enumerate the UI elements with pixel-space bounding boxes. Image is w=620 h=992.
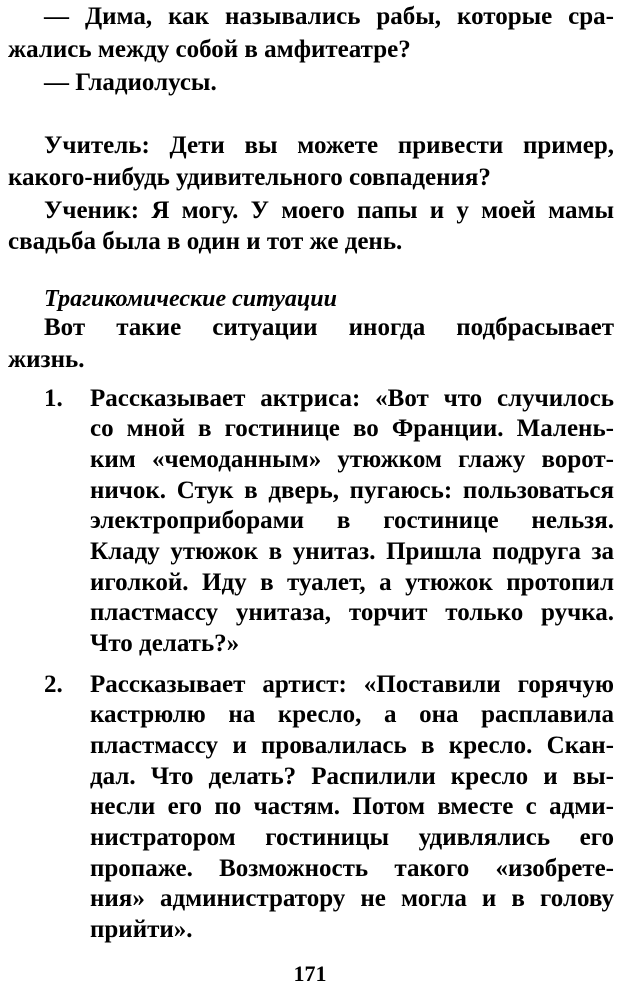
section-heading: Трагикомические ситуации — [44, 286, 337, 312]
text-line: Вот такие ситуации иногда подбрасывает — [44, 314, 614, 341]
text-line: жизнь. — [8, 346, 85, 373]
list-item-line: иголкой. Иду в туалет, а утюжок протопил — [90, 569, 614, 596]
list-item-line: пластмассу унитаза, торчит только ручка. — [90, 599, 614, 626]
text-line: — Дима, как назывались рабы, которые сра- — [44, 3, 614, 30]
list-item-line: прийти». — [90, 916, 193, 943]
text-line: Учитель: Дети вы можете привести пример, — [44, 132, 614, 159]
list-item-line: нистратором гостиницы удивлялись его — [90, 824, 614, 851]
text-line: какого-нибудь удивительного совпадения? — [8, 164, 491, 191]
text-line: — Гладиолусы. — [44, 69, 217, 96]
text-line: свадьба была в один и тот же день. — [8, 228, 403, 255]
list-item-line: электроприборами в гостинице нельзя. — [90, 507, 614, 534]
list-item-line: Рассказывает артист: «Поставили горячую — [90, 671, 614, 698]
list-item-line: дал. Что делать? Распилили кресло и вы- — [90, 763, 614, 790]
text-line: жались между собой в амфитеатре? — [8, 36, 411, 63]
list-item-number: 1. — [44, 385, 63, 412]
list-item-line: Что делать?» — [90, 630, 240, 657]
list-item-line: со мной в гостинице во Франции. Малень- — [90, 415, 614, 442]
text-line: Ученик: Я могу. У моего папы и у моей мамы — [44, 197, 614, 224]
list-item-line: пропаже. Возможность такого «изобрете- — [90, 855, 614, 882]
list-item-line: ким «чемоданным» утюжком глажу ворот- — [90, 446, 614, 473]
list-item-line: ничок. Стук в дверь, пугаюсь: пользоваться — [90, 477, 614, 504]
list-item-line: Кладу утюжок в унитаз. Пришла подруга за — [90, 538, 614, 565]
list-item-line: ния» администратору не могла и в голову — [90, 885, 614, 912]
list-item-line: пластмассу и провалилась в кресло. Скан- — [90, 732, 614, 759]
list-item-line: Рассказывает актриса: «Вот что случилось — [90, 385, 614, 412]
page-number: 171 — [293, 961, 327, 986]
list-item-number: 2. — [44, 671, 63, 698]
list-item-line: несли его по частям. Потом вместе с адми- — [90, 793, 614, 820]
list-item-line: кастрюлю на кресло, а она расплавила — [90, 701, 614, 728]
